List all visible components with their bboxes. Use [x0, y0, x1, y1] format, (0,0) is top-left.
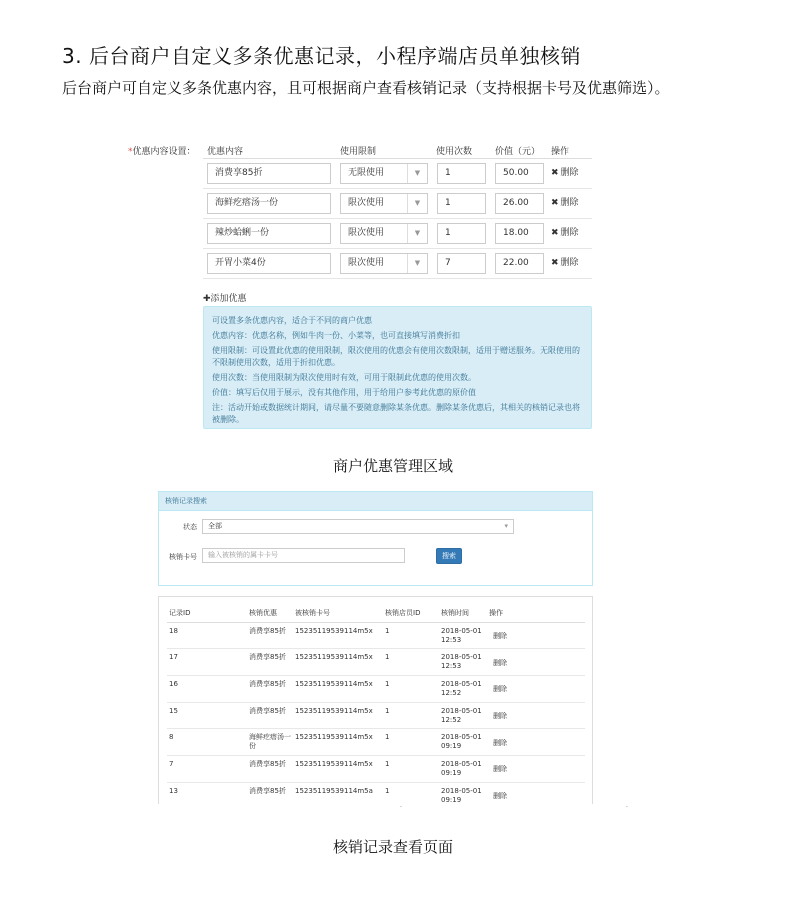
usage-limit-select[interactable]	[340, 223, 428, 244]
record-clock: 12:52	[441, 688, 462, 697]
record-coupon: 海鲜疙瘩汤一份	[247, 729, 293, 756]
record-card: 15235119539114m5x	[293, 755, 383, 782]
record-clock: 12:53	[441, 662, 462, 671]
record-coupon: 消费享85折	[247, 755, 293, 782]
records-body	[167, 622, 585, 804]
table-row	[167, 729, 585, 756]
close-icon: ✖	[551, 228, 559, 238]
usage-limit-value: 无限使用	[348, 168, 385, 178]
coupon-help-note	[203, 306, 592, 429]
required-mark: *	[128, 147, 133, 157]
delete-record-button[interactable]: 删除	[487, 622, 585, 649]
page-heading: 3. 后台商户自定义多条优惠记录，小程序端店员单独核销	[62, 44, 581, 68]
help-note-line: 价值：填写后仅用于展示，没有其他作用，用于给用户参考此优惠的原价值	[212, 388, 476, 397]
record-time	[439, 675, 487, 702]
status-label: 状态	[183, 523, 197, 531]
cut-mark: ·	[400, 804, 402, 811]
add-coupon-label: 添加优惠	[210, 294, 247, 304]
card-label: 核销卡号	[169, 553, 197, 561]
coupon-row	[203, 249, 592, 279]
record-date: 2018-05-01	[441, 679, 482, 688]
usage-count-input[interactable]: 1	[437, 163, 486, 184]
help-note-line: 优惠内容：优惠名称，例如牛肉一份、小菜等，也可直接填写消费折扣	[212, 331, 460, 340]
col-action: 操作	[487, 605, 585, 622]
record-coupon: 消费享85折	[247, 649, 293, 676]
record-card: 15235119539114m5x	[293, 675, 383, 702]
coupon-content-input[interactable]: 海鲜疙瘩汤一份	[207, 193, 331, 214]
record-time	[439, 649, 487, 676]
record-id: 18	[167, 622, 247, 649]
record-date: 2018-05-01	[441, 733, 482, 742]
record-clock: 09:19	[441, 742, 462, 751]
value-input[interactable]: 18.00	[495, 223, 544, 244]
status-select-value: 全部	[208, 522, 222, 530]
col-header-action: 操作	[551, 147, 570, 157]
col-header-count: 使用次数	[436, 147, 473, 157]
table-row	[167, 622, 585, 649]
record-coupon: 消费享85折	[247, 702, 293, 729]
caption-coupon-management: 商户优惠管理区域	[332, 457, 453, 475]
record-staff-id: 1	[383, 649, 439, 676]
record-time	[439, 755, 487, 782]
status-select[interactable]	[202, 519, 514, 534]
records-table	[167, 605, 585, 804]
coupon-config-label	[128, 144, 196, 157]
record-time	[439, 622, 487, 649]
records-panel	[158, 596, 593, 804]
help-note-line: 可设置多条优惠内容，适合于不同的商户优惠	[212, 316, 372, 325]
usage-count-input[interactable]: 1	[437, 223, 486, 244]
caption-record-page: 核销记录查看页面	[332, 838, 453, 856]
record-staff-id: 1	[383, 675, 439, 702]
record-clock: 09:19	[441, 795, 462, 804]
coupon-config-label-text: 优惠内容设置：	[132, 147, 196, 157]
close-icon: ✖	[551, 258, 559, 268]
record-date: 2018-05-01	[441, 759, 482, 768]
col-header-limit: 使用限制	[340, 147, 377, 157]
table-row	[167, 782, 585, 804]
record-id: 16	[167, 675, 247, 702]
help-note-line: 使用限制：可设置此优惠的使用限制，限次使用的优惠会有使用次数限制，适用于赠送服务。无限使用的不限制使用次数，适用于折扣优惠。	[212, 346, 580, 367]
record-card: 15235119539114m5x	[293, 649, 383, 676]
record-clock: 12:53	[441, 635, 462, 644]
card-search-input[interactable]: 输入被核销的属卡卡号	[202, 548, 405, 563]
record-id: 15	[167, 702, 247, 729]
chevron-down-icon: ▼	[407, 194, 427, 213]
record-card: 15235119539114m5x	[293, 622, 383, 649]
delete-record-button[interactable]: 删除	[487, 675, 585, 702]
col-header-value: 价值（元）	[495, 147, 541, 157]
table-row	[167, 755, 585, 782]
coupon-row	[203, 159, 592, 189]
chevron-down-icon: ▾	[504, 522, 508, 530]
help-note-line: 使用次数：当使用限制为限次使用时有效，可用于限制此优惠的使用次数。	[212, 373, 476, 382]
chevron-down-icon: ▼	[407, 164, 427, 183]
record-coupon: 消费享85折	[247, 622, 293, 649]
delete-coupon-button[interactable]	[551, 225, 579, 238]
record-date: 2018-05-01	[441, 653, 482, 662]
delete-coupon-button[interactable]	[551, 165, 579, 178]
record-time	[439, 729, 487, 756]
record-staff-id: 1	[383, 755, 439, 782]
value-input[interactable]: 26.00	[495, 193, 544, 214]
page-subheading: 后台商户可自定义多条优惠内容，且可根据商户查看核销记录（支持根据卡号及优惠筛选）。	[62, 79, 670, 97]
search-panel-title: 核销记录搜索	[159, 492, 592, 511]
record-staff-id: 1	[383, 702, 439, 729]
usage-count-input[interactable]: 1	[437, 193, 486, 214]
delete-label: 删除	[560, 228, 579, 238]
coupon-content-input[interactable]: 开胃小菜4份	[207, 253, 331, 274]
col-coupon: 核销优惠	[247, 605, 293, 622]
search-button[interactable]: 搜索	[436, 548, 462, 564]
record-staff-id: 1	[383, 622, 439, 649]
chevron-down-icon: ▼	[407, 224, 427, 243]
help-note-line: 注：活动开始或数据统计期间，请尽量不要随意删除某条优惠。删除某条优惠后，其相关的核销记录也将被删除。	[212, 403, 580, 424]
delete-label: 删除	[560, 168, 579, 178]
col-time: 核销时间	[439, 605, 487, 622]
record-staff-id: 1	[383, 782, 439, 804]
col-staff-id: 核销店员ID	[383, 605, 439, 622]
delete-record-button[interactable]: 删除	[487, 755, 585, 782]
record-date: 2018-05-01	[441, 786, 482, 795]
usage-limit-value: 限次使用	[348, 258, 385, 268]
col-header-content: 优惠内容	[207, 147, 244, 157]
record-id: 17	[167, 649, 247, 676]
plus-icon: ✚	[203, 294, 211, 304]
record-card: 15235119539114m5x	[293, 702, 383, 729]
value-input[interactable]: 50.00	[495, 163, 544, 184]
close-icon: ✖	[551, 168, 559, 178]
delete-label: 删除	[560, 258, 579, 268]
add-coupon-button[interactable]	[203, 291, 247, 304]
table-row	[167, 649, 585, 676]
record-staff-id: 1	[383, 729, 439, 756]
col-record-id: 记录ID	[167, 605, 247, 622]
coupon-content-input[interactable]: 消费享85折	[207, 163, 331, 184]
usage-count-input[interactable]: 7	[437, 253, 486, 274]
record-id: 7	[167, 755, 247, 782]
record-card: 15235119539114m5x	[293, 729, 383, 756]
delete-record-button[interactable]: 删除	[487, 782, 585, 804]
value-input[interactable]: 22.00	[495, 253, 544, 274]
usage-limit-select[interactable]	[340, 193, 428, 214]
records-header-row	[167, 605, 585, 622]
delete-label: 删除	[560, 198, 579, 208]
record-time	[439, 702, 487, 729]
table-row	[167, 702, 585, 729]
coupon-row	[203, 189, 592, 219]
record-card: 15235119539114m5a	[293, 782, 383, 804]
usage-limit-select[interactable]	[340, 253, 428, 274]
usage-limit-value: 限次使用	[348, 228, 385, 238]
record-date: 2018-05-01	[441, 626, 482, 635]
record-date: 2018-05-01	[441, 706, 482, 715]
record-time	[439, 782, 487, 804]
delete-record-button[interactable]: 删除	[487, 729, 585, 756]
close-icon: ✖	[551, 198, 559, 208]
delete-record-button[interactable]: 删除	[487, 649, 585, 676]
chevron-down-icon: ▼	[407, 254, 427, 273]
delete-coupon-button[interactable]	[551, 255, 579, 268]
coupon-content-input[interactable]: 辣炒蛤蜊一份	[207, 223, 331, 244]
record-id: 8	[167, 729, 247, 756]
record-search-panel	[158, 491, 593, 586]
record-clock: 12:52	[441, 715, 462, 724]
usage-limit-select[interactable]	[340, 163, 428, 184]
record-coupon: 消费享85折	[247, 675, 293, 702]
cut-mark: ·	[626, 804, 628, 811]
record-id: 13	[167, 782, 247, 804]
delete-coupon-button[interactable]	[551, 195, 579, 208]
coupon-row	[203, 219, 592, 249]
delete-record-button[interactable]: 删除	[487, 702, 585, 729]
usage-limit-value: 限次使用	[348, 198, 385, 208]
col-card: 被核销卡号	[293, 605, 383, 622]
table-row	[167, 675, 585, 702]
record-clock: 09:19	[441, 768, 462, 777]
record-coupon: 消费享85折	[247, 782, 293, 804]
